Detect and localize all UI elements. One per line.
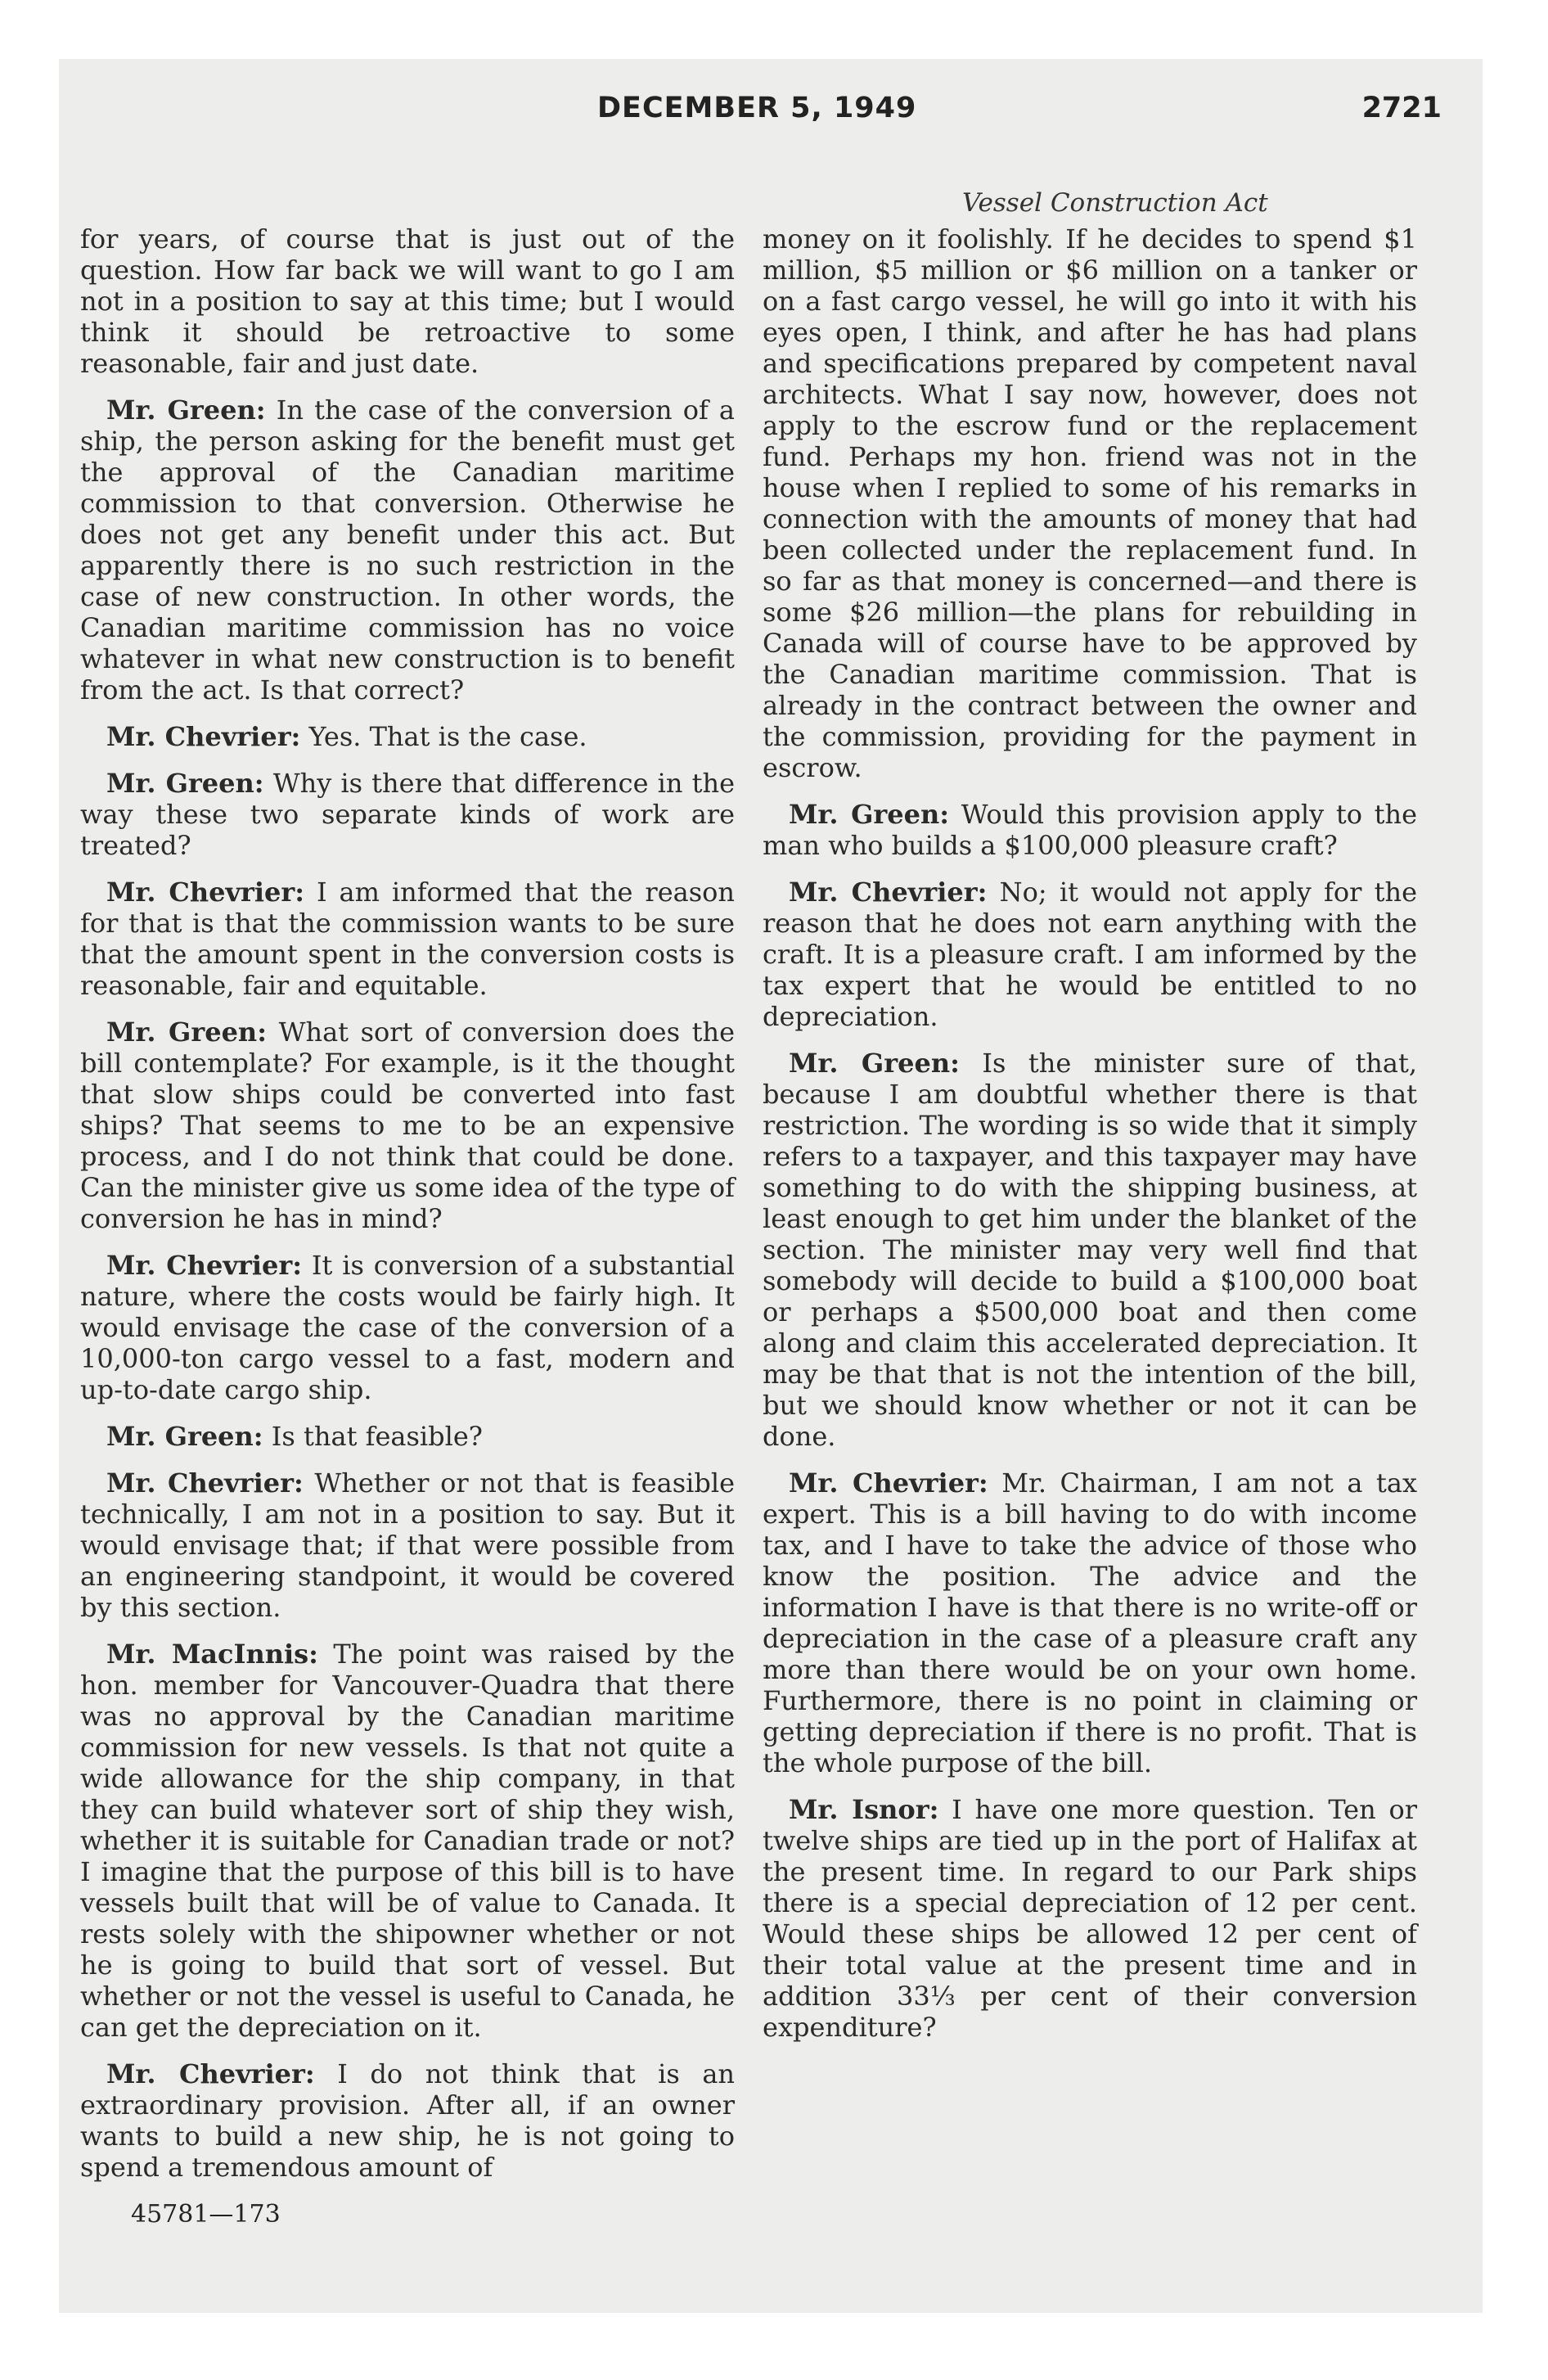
- speaker: Mr. Chevrier:: [789, 877, 988, 908]
- paragraph: [763, 223, 1417, 783]
- paragraph-text: I am informed that the reason for that is that the commission wants to be sure that the amount spent in the conversion costs is reasonable, fair and equitable.: [80, 877, 736, 1001]
- page-header: [59, 92, 1483, 141]
- paragraph: [80, 1421, 735, 1452]
- speaker: Mr. Isnor:: [789, 1794, 939, 1825]
- paragraph: [80, 1016, 735, 1234]
- paragraph-text: money on it foolishly. If he decides to spend $1 million, $5 million or $6 million on a tanker or on a fast cargo vessel, he will go into it with his eyes open, I think, and after he has had plans and specifications prepared by competent naval architects. What I say now, however, does not apply to the escrow fund or the replacement fund. Perhaps my hon. friend was not in the house when I replied to some of his remarks in connection with the amounts of money that had been collected under the replacement fund. In so far as that money is concerned—and there is some $26 million—the plans for rebuilding in Canada will of course have to be approved by the Canadian maritime commission. That is already in the contract between the owner and the commission, providing for the payment in escrow.: [763, 223, 1417, 783]
- speaker: Mr. Chevrier:: [106, 877, 305, 908]
- paragraph-text: Mr. Chairman, I am not a tax expert. This is a bill having to do with income tax, and I have to take the advice of those who know the position. The advice and the information I have is that there is no write-off or depreciation in the case of a pleasure craft any more than there would be on your own home. Furthermore, there is no point in claiming or getting depreciation if there is no profit. That is the whole purpose of the bill.: [763, 1467, 1418, 1778]
- paragraph-text: Whether or not that is feasible technically, I am not in a position to say. But it would envisage that; if that were possible from an engineering standpoint, it would be covered by this section.: [80, 1467, 736, 1623]
- paragraph: [763, 1048, 1417, 1452]
- left-column: [80, 223, 735, 2198]
- paragraph: [763, 877, 1417, 1032]
- paragraph-text: for years, of course that is just out of the question. How far back we will want to go I am not in a position to say at this time; but I would think it should be retroactive to some reasonable, fair and just date.: [80, 223, 735, 379]
- paragraph: [80, 223, 735, 379]
- paragraph: [80, 2058, 735, 2183]
- paragraph-text: I have one more question. Ten or twelve ships are tied up in the port of Halifax at the present time. In regard to our Park ships there is a special depreciation of 12 per cent. Would these ships be allowed 12 per cent of their total value at the present time and in addition 33⅓ per cent of their conversion expenditure?: [763, 1794, 1418, 2043]
- right-column: [763, 223, 1417, 2058]
- speaker: Mr. Chevrier:: [106, 721, 301, 752]
- header-date: DECEMBER 5, 1949: [597, 92, 917, 124]
- paragraph: [80, 394, 735, 705]
- paragraph-text: Why is there that difference in the way these two separate kinds of work are treated?: [80, 768, 736, 861]
- paragraph: [80, 1639, 735, 2043]
- speaker: Mr. Chevrier:: [106, 1250, 303, 1281]
- paragraph-text: It is conversion of a substantial nature, where the costs would be fairly high. It would envisage the case of the conversion of a 10,000-ton cargo vessel to a fast, modern and up-to-date cargo ship.: [80, 1250, 736, 1405]
- speaker: Mr. Green:: [106, 394, 266, 426]
- paragraph: [80, 1250, 735, 1405]
- paragraph: [80, 768, 735, 861]
- paragraph-text: The point was raised by the hon. member for Vancouver-Quadra that there was no approval by the Canadian maritime commission for new vessels. Is that not quite a wide allowance for the ship company, in that they can build whatever sort of ship they wish, whether it is suitable for Canadian trade or not? I imagine that the purpose of this bill is to have vessels built that will be of value to Canada. It rests solely with the shipowner whether or not he is going to build that sort of vessel. But whether or not the vessel is useful to Canada, he can get the depreciation on it.: [80, 1639, 736, 2043]
- paragraph-text: Would this provision apply to the man who builds a $100,000 pleasure craft?: [763, 799, 1418, 861]
- section-title: Vessel Construction Act: [962, 188, 1268, 218]
- paragraph-text: Is that feasible?: [271, 1421, 483, 1452]
- speaker: Mr. Chevrier:: [106, 1467, 304, 1499]
- speaker: Mr. Chevrier:: [789, 1467, 988, 1499]
- speaker: Mr. Green:: [106, 1016, 268, 1048]
- paragraph: [80, 877, 735, 1001]
- speaker: Mr. MacInnis:: [106, 1639, 318, 1670]
- paragraph: [763, 1467, 1417, 1778]
- paragraph-text: I do not think that is an extraordinary provision. After all, if an owner wants to build a new ship, he is not going to spend a tremendous amount of: [80, 2058, 736, 2183]
- speaker: Mr. Green:: [106, 1421, 263, 1452]
- paragraph: [80, 721, 735, 752]
- speaker: Mr. Green:: [789, 1048, 960, 1079]
- speaker: Mr. Chevrier:: [106, 2058, 315, 2089]
- paragraph-text: Is the minister sure of that, because I am doubtful whether there is that restriction. The wording is so wide that it simply refers to a taxpayer, and this taxpayer may have something to do with the shipping business, at least enough to get him under the blanket of the section. The minister may very well find that somebody will decide to build a $100,000 boat or perhaps a $500,000 boat and then come along and claim this accelerated depreciation. It may be that that is not the intention of the bill, but we should know whether or not it can be done.: [763, 1048, 1418, 1452]
- paragraph-text: What sort of conversion does the bill contemplate? For example, is it the thought that slow ships could be converted into fast ships? That seems to me to be an expensive process, and I do not think that could be done. Can the minister give us some idea of the type of conversion he has in mind?: [80, 1016, 736, 1234]
- paragraph-text: Yes. That is the case.: [308, 721, 587, 752]
- paragraph-text: No; it would not apply for the reason that he does not earn anything with the craft. It is a pleasure craft. I am informed by the tax expert that he would be entitled to no depreciation.: [763, 877, 1418, 1032]
- paragraph: [763, 799, 1417, 861]
- speaker: Mr. Green:: [106, 768, 264, 799]
- paragraph-text: In the case of the conversion of a ship, the person asking for the benefit must get the approval of the Canadian maritime commission to that conversion. Otherwise he does not get any benefit under this act. But apparently there is no such restriction in the case of new construction. In other words, the Canadian maritime commission has no voice whatever in what new construction is to benefit from the act. Is that correct?: [80, 394, 736, 705]
- paragraph: [763, 1794, 1417, 2043]
- document-code: 45781—173: [131, 2200, 281, 2229]
- speaker: Mr. Green:: [789, 799, 950, 830]
- paragraph: [80, 1467, 735, 1623]
- page-number: 2721: [1361, 92, 1442, 124]
